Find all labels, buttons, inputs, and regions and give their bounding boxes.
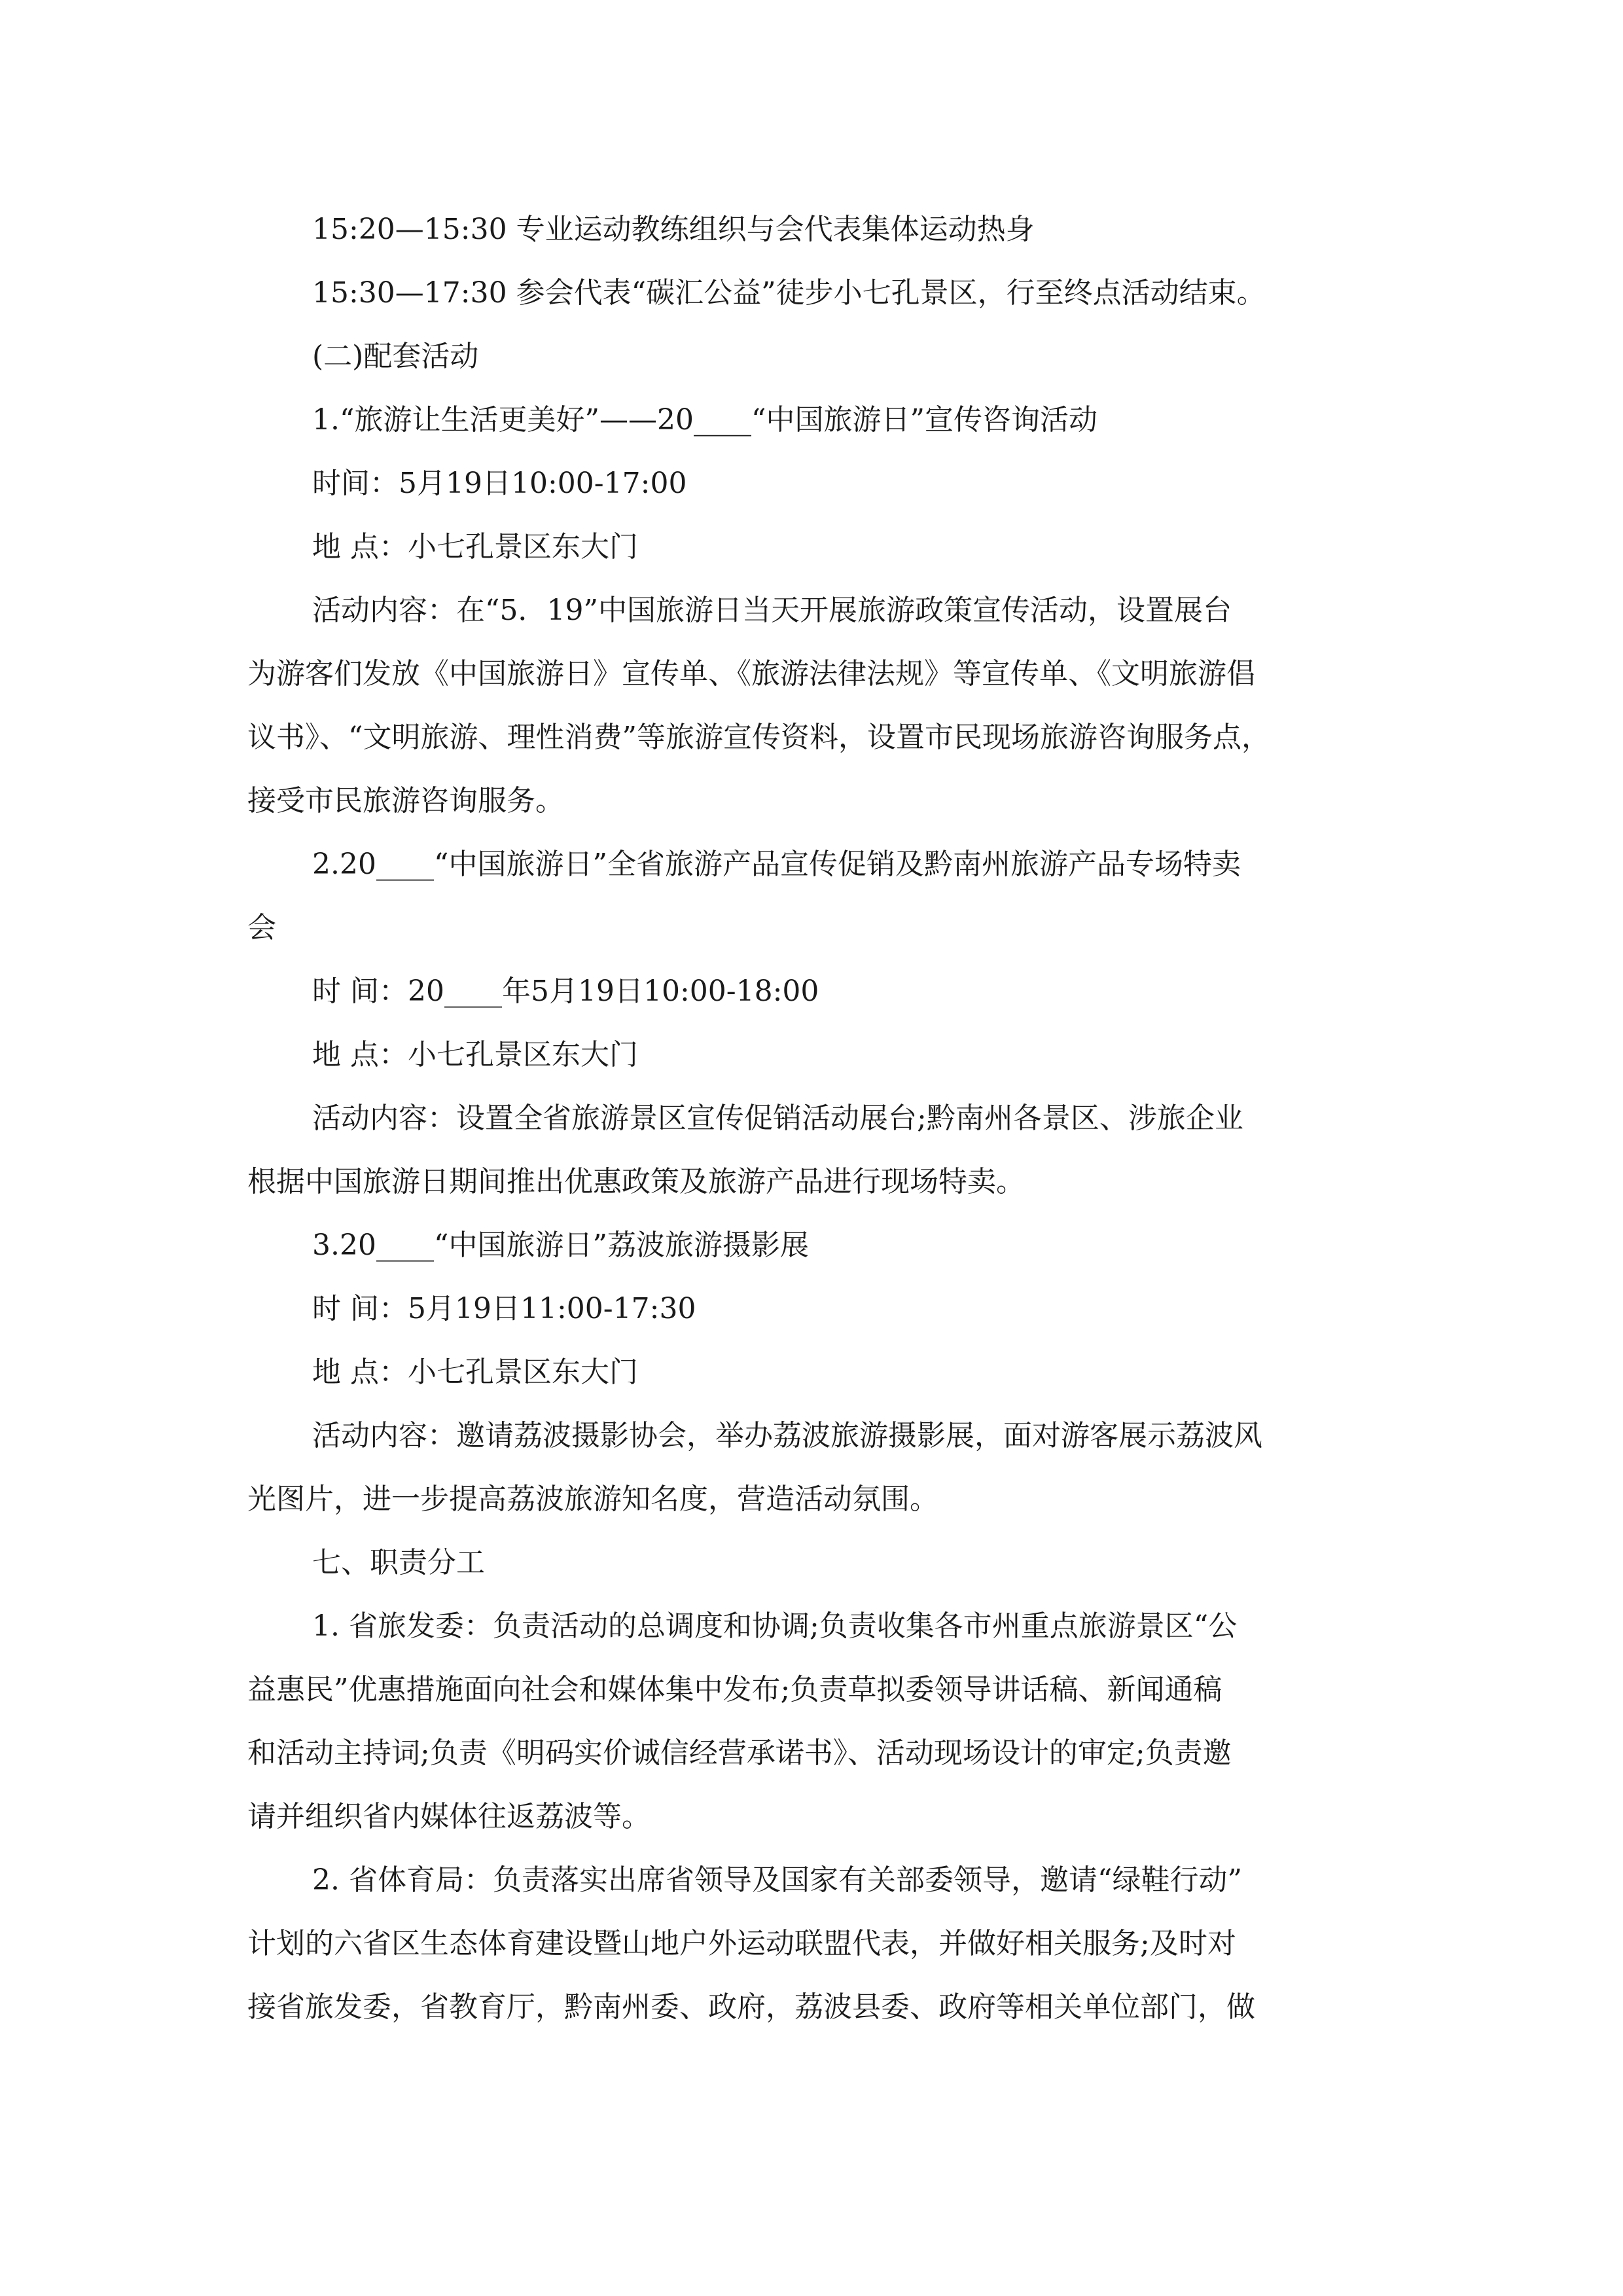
duty-1-text: 1. 省旅发委：负责活动的总调度和协调;负责收集各市州重点旅游景区“公 bbox=[312, 1609, 1238, 1643]
activity-1-title: 1.“旅游让生活更美好”——20____“中国旅游日”宣传咨询活动 bbox=[312, 403, 1097, 437]
duty-2-text: 接省旅发委，省教育厅，黔南州委、政府，荔波县委、政府等相关单位部门，做 bbox=[247, 1990, 1255, 2024]
activity-1-time: 时间：5月19日10:00-17:00 bbox=[312, 467, 687, 500]
duty-1-text: 和活动主持词;负责《明码实价诚信经营承诺书》、活动现场设计的审定;负责邀 bbox=[247, 1736, 1232, 1770]
activity-3-time: 时 间：5月19日11:00-17:30 bbox=[312, 1292, 696, 1325]
activity-1-content: 为游客们发放《中国旅游日》宣传单、《旅游法律法规》等宣传单、《文明旅游倡 bbox=[247, 657, 1255, 691]
duty-2-text: 计划的六省区生态体育建设暨山地户外运动联盟代表，并做好相关服务;及时对 bbox=[247, 1927, 1236, 1960]
duty-1-text: 请并组织省内媒体往返荔波等。 bbox=[247, 1800, 651, 1833]
duty-1-text: 益惠民”优惠措施面向社会和媒体集中发布;负责草拟委领导讲话稿、新闻通稿 bbox=[247, 1673, 1222, 1706]
schedule-line-warmup: 15:20—15:30 专业运动教练组织与会代表集体运动热身 bbox=[312, 213, 1035, 246]
activity-1-content: 议书》、“文明旅游、理性消费”等旅游宣传资料，设置市民现场旅游咨询服务点， bbox=[247, 721, 1270, 754]
activity-2-location: 地 点：小七孔景区东大门 bbox=[312, 1038, 638, 1071]
activity-2-content: 活动内容：设置全省旅游景区宣传促销活动展台;黔南州各景区、涉旅企业 bbox=[312, 1102, 1243, 1135]
activity-2-title: 会 bbox=[247, 911, 276, 944]
activity-2-content: 根据中国旅游日期间推出优惠政策及旅游产品进行现场特卖。 bbox=[247, 1165, 1025, 1198]
activity-3-location: 地 点：小七孔景区东大门 bbox=[312, 1355, 638, 1389]
activity-3-content: 光图片，进一步提高荔波旅游知名度，营造活动氛围。 bbox=[247, 1482, 938, 1516]
section-heading-duties: 七、职责分工 bbox=[312, 1546, 485, 1579]
activity-1-content: 接受市民旅游咨询服务。 bbox=[247, 784, 564, 817]
activity-3-content: 活动内容：邀请荔波摄影协会，举办荔波旅游摄影展，面对游客展示荔波风 bbox=[312, 1419, 1262, 1452]
duty-2-text: 2. 省体育局：负责落实出席省领导及国家有关部委领导，邀请“绿鞋行动” bbox=[312, 1863, 1242, 1897]
activity-1-content: 活动内容：在“5．19”中国旅游日当天开展旅游政策宣传活动，设置展台 bbox=[312, 594, 1232, 627]
activity-3-title: 3.20____“中国旅游日”荔波旅游摄影展 bbox=[312, 1229, 809, 1262]
activity-1-location: 地 点：小七孔景区东大门 bbox=[312, 530, 638, 564]
section-heading-supporting: (二)配套活动 bbox=[312, 340, 479, 373]
schedule-line-hike: 15:30—17:30 参会代表“碳汇公益”徒步小七孔景区，行至终点活动结束。 bbox=[312, 276, 1266, 310]
activity-2-title: 2.20____“中国旅游日”全省旅游产品宣传促销及黔南州旅游产品专场特卖 bbox=[312, 848, 1241, 881]
activity-2-time: 时 间：20____年5月19日10:00-18:00 bbox=[312, 975, 819, 1008]
